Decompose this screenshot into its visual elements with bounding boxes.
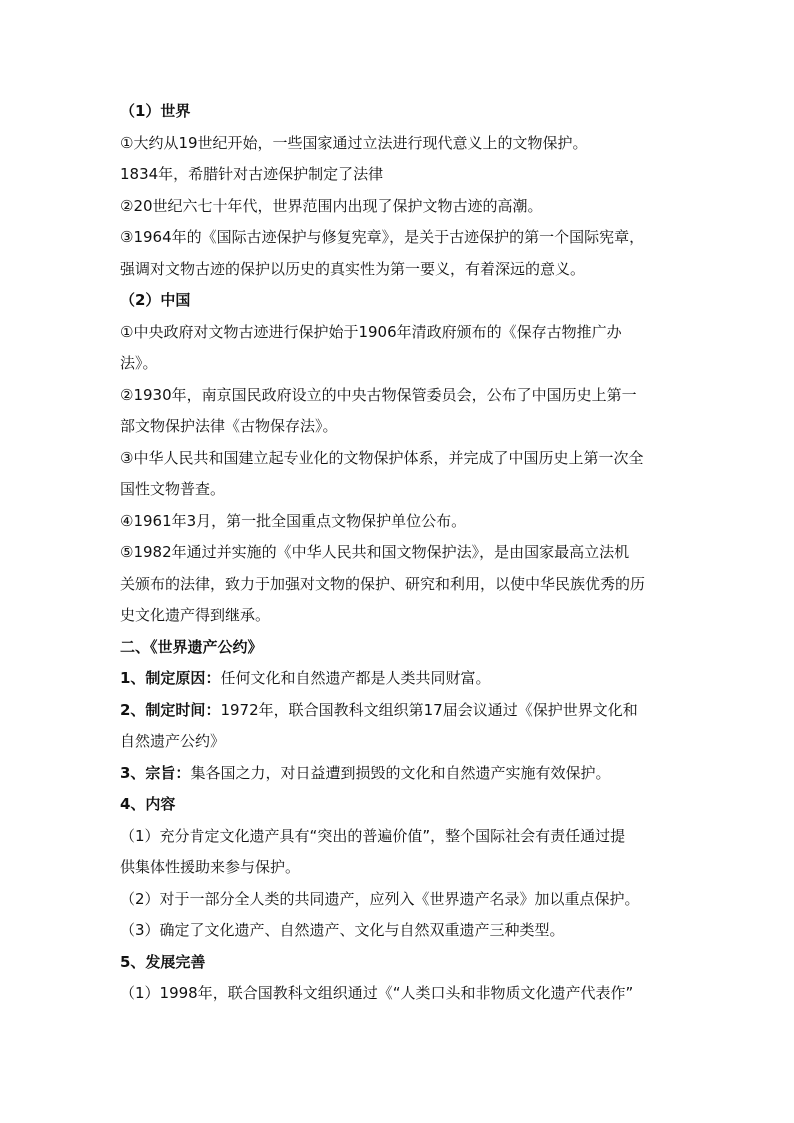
paragraph-line: ①中央政府对文物古迹进行保护始于1906年清政府颁布的《保存古物推广办 [120, 322, 622, 341]
line-label: 3、宗旨： [120, 763, 191, 782]
paragraph-line: 法》。 [120, 354, 158, 372]
paragraph-line: 强调对文物古迹的保护以历史的真实性为第一要义，有着深远的意义。 [120, 259, 586, 278]
line-label: 2、制定时间： [120, 700, 221, 719]
section-heading-development: 5、发展完善 [120, 952, 206, 971]
section-heading-content: 4、内容 [120, 795, 176, 813]
paragraph-line: 关颁布的法律，致力于加强对文物的保护、研究和利用，以使中华民族优秀的历 [120, 574, 646, 593]
paragraph-line: 1834年，希腊针对古迹保护制定了法律 [120, 165, 384, 183]
section-heading-convention: 二、《世界遗产公约》 [120, 637, 263, 656]
paragraph-line: ②20世纪六七十年代，世界范围内出现了保护文物古迹的高潮。 [120, 196, 543, 215]
labeled-line [120, 758, 680, 790]
paragraph-line: ②1930年，南京国民政府设立的中央古物保管委员会，公布了中国历史上第一 [120, 385, 637, 404]
line-text: 任何文化和自然遗产都是人类共同财富。 [220, 669, 491, 687]
paragraph-line: （2）对于一部分全人类的共同遗产，应列入《世界遗产名录》加以重点保护。 [120, 889, 640, 908]
paragraph-line: （1）1998年，联合国教科文组织通过《“人类口头和非物质文化遗产代表作” [120, 984, 634, 1002]
paragraph-line: 自然遗产公约》 [120, 732, 226, 750]
paragraph-line: （1）充分肯定文化遗产具有“突出的普遍价值”，整个国际社会有责任通过提 [120, 826, 626, 845]
paragraph-line: 供集体性援助来参与保护。 [120, 858, 301, 876]
labeled-line [120, 695, 680, 727]
document-body [120, 96, 680, 1010]
paragraph-line: （3）确定了文化遗产、自然遗产、文化与自然双重遗产三种类型。 [120, 921, 565, 939]
paragraph-line: ③1964年的《国际古迹保护与修复宪章》，是关于古迹保护的第一个国际宪章， [120, 228, 645, 246]
paragraph-line: ①大约从19世纪开始，一些国家通过立法进行现代意义上的文物保护。 [120, 133, 588, 152]
paragraph-line: ③中华人民共和国建立起专业化的文物保护体系，并完成了中国历史上第一次全 [120, 448, 644, 467]
line-text: 1972年，联合国教科文组织第17届会议通过《保护世界文化和 [220, 700, 638, 719]
paragraph-line: 史文化遗产得到继承。 [120, 606, 271, 624]
paragraph-line: ④1961年3月，第一批全国重点文物保护单位公布。 [120, 511, 467, 530]
line-label: 1、制定原因： [120, 669, 221, 687]
section-heading-china: （2）中国 [120, 291, 191, 309]
labeled-line [120, 663, 680, 695]
section-heading-world: （1）世界 [120, 102, 191, 120]
line-text: 集各国之力，对日益遭到损毁的文化和自然遗产实施有效保护。 [190, 763, 611, 782]
paragraph-line: 部文物保护法律《古物保存法》。 [120, 417, 338, 435]
paragraph-line: ⑤1982年通过并实施的《中华人民共和国文物保护法》，是由国家最高立法机 [120, 543, 630, 561]
paragraph-line: 国性文物普查。 [120, 480, 226, 498]
